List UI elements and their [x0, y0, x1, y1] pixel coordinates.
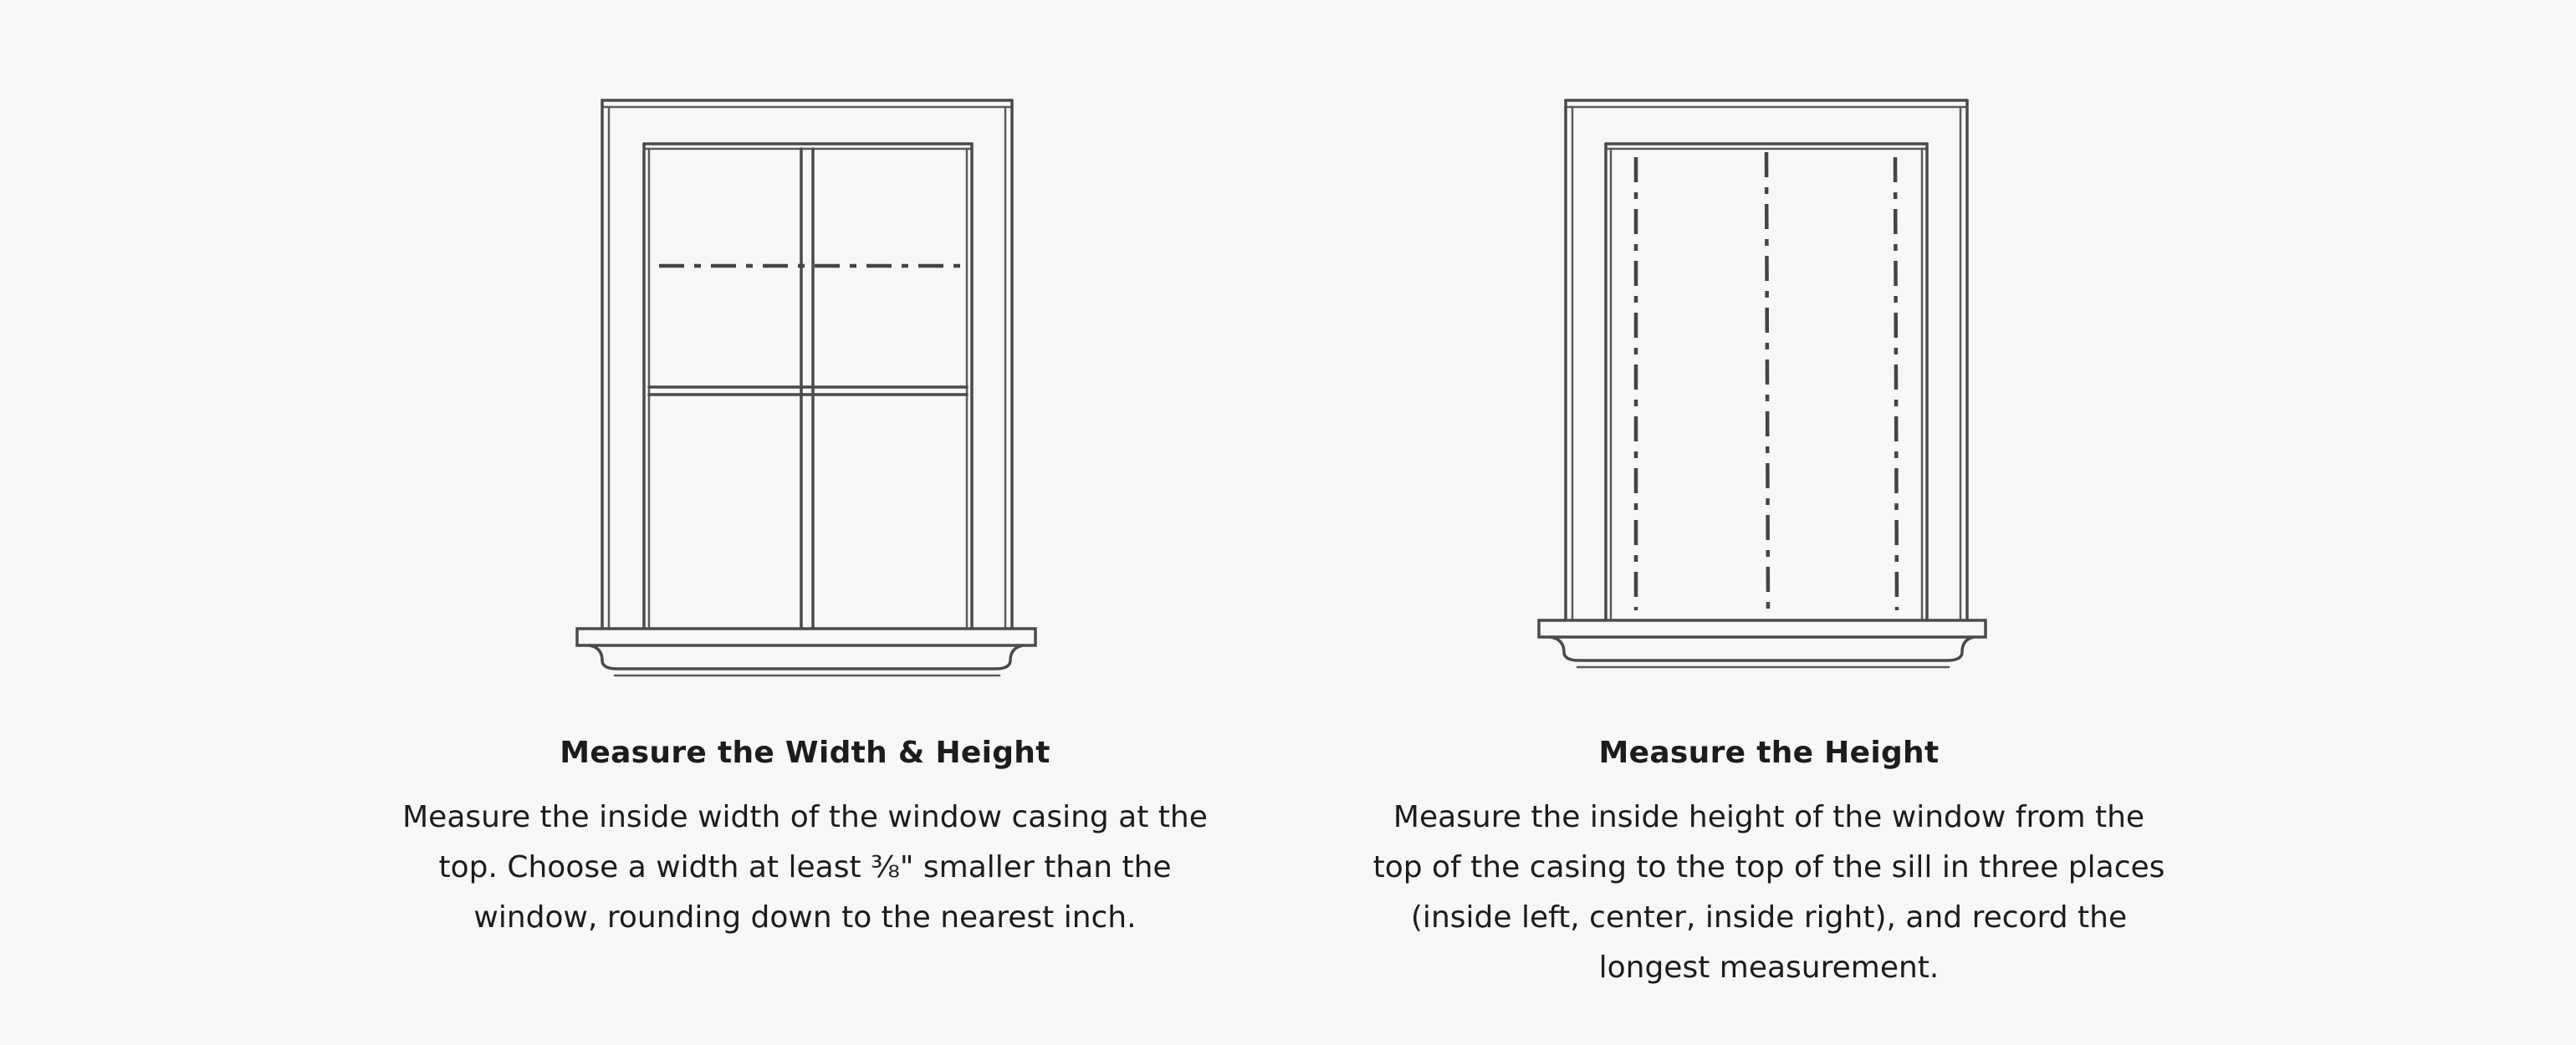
- height-instruction: [1372, 0, 2166, 1045]
- step-description: Measure the inside height of the window from the top of the casing to the top of the sill in three places (inside left, center, inside right), and record the longest measurement.: [1372, 800, 2165, 985]
- step-description: Measure the inside width of the window casing at the top. Choose a width at least ⅜" smaller than the window, rounding down to the nearest inch.: [402, 800, 1208, 935]
- step-title: Measure the Width & Height: [560, 736, 1050, 770]
- width-height-instruction: [401, 0, 1209, 1045]
- window-width-measure-illustration: [401, 84, 1209, 686]
- step-title: Measure the Height: [1598, 736, 1940, 770]
- window-height-measure-illustration: [1372, 84, 2166, 686]
